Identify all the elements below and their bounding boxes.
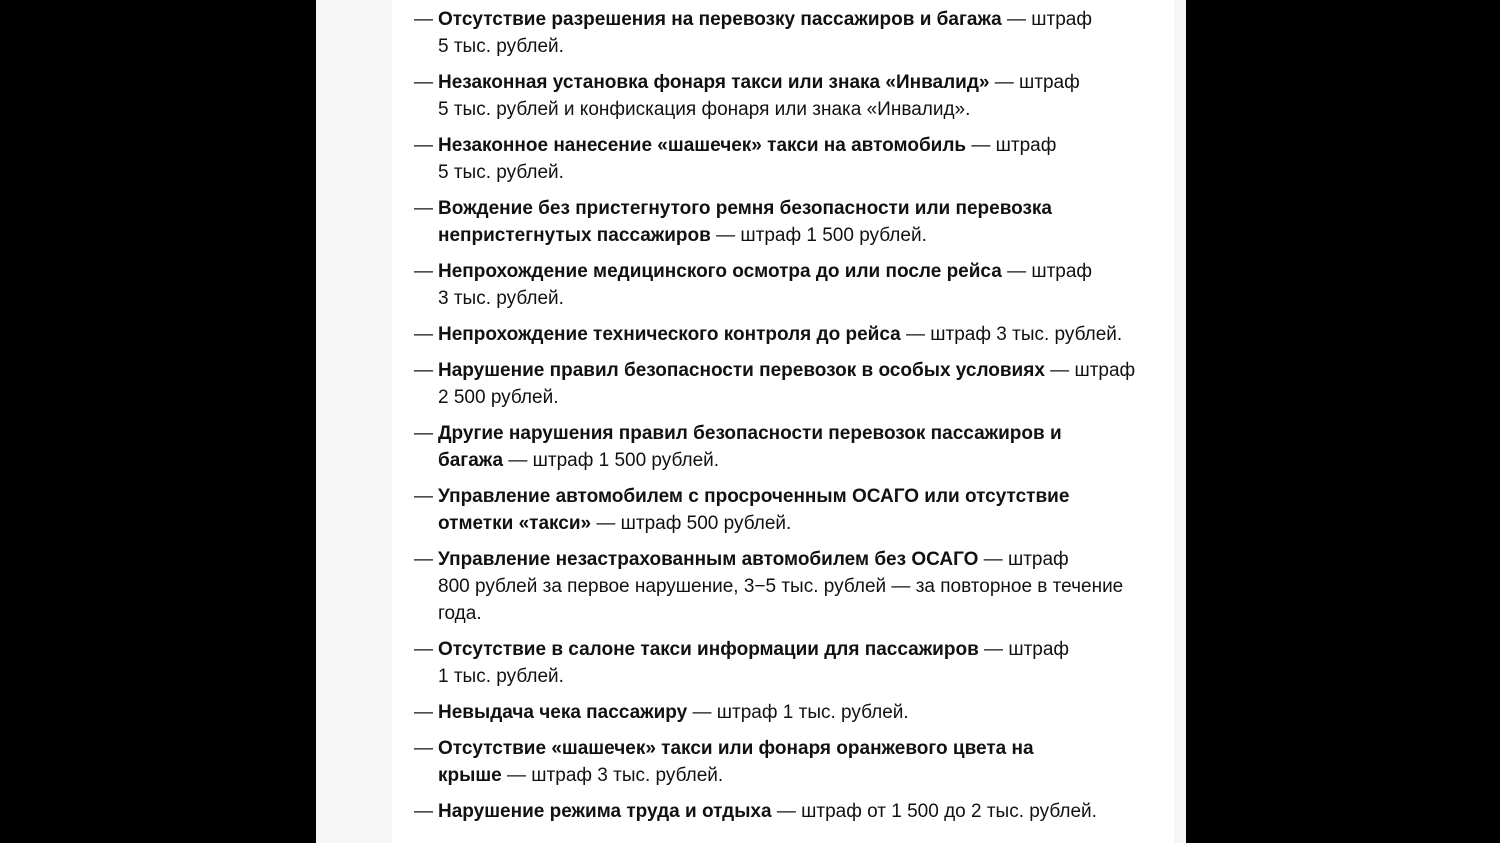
violation-term: Управление незастрахованным автомобилем без ОСАГО <box>438 549 979 570</box>
fine-text: 1 тыс. рублей. <box>438 666 564 687</box>
list-dash: — <box>414 549 433 570</box>
list-dash: — <box>414 360 433 381</box>
fine-text: 5 тыс. рублей и конфискация фонаря или знака «Инвалид». <box>438 99 971 120</box>
list-item <box>392 258 1174 312</box>
list-item <box>392 798 1174 825</box>
fine-text: 2 500 рублей. <box>438 387 559 408</box>
fine-text: — штраф 1 тыс. рублей. <box>687 702 909 723</box>
fine-text: 5 тыс. рублей. <box>438 36 564 57</box>
violation-term-cont: непристегнутых пассажиров <box>438 225 711 246</box>
fine-text: — штраф 3 тыс. рублей. <box>501 765 724 786</box>
fine-text: 3 тыс. рублей. <box>438 288 564 309</box>
list-dash: — <box>414 261 433 282</box>
fine-text: — штраф 500 рублей. <box>591 513 792 534</box>
fine-text: — штраф <box>1001 9 1092 30</box>
fine-text: — штраф <box>1001 261 1093 282</box>
fine-text: — штраф 1 500 рублей. <box>710 225 927 246</box>
violation-term-cont: багажа <box>438 450 504 471</box>
list-dash: — <box>414 324 433 345</box>
list-dash: — <box>414 702 433 723</box>
list-dash: — <box>414 9 433 30</box>
violation-term: Незаконное нанесение «шашечек» такси на автомобиль <box>438 135 967 156</box>
list-item <box>392 69 1174 123</box>
violation-term: Вождение без пристегнутого ремня безопасности или перевозка <box>438 198 1053 219</box>
violation-term: Отсутствие разрешения на перевозку пассажиров и багажа <box>438 9 1002 30</box>
fines-list <box>392 0 1174 825</box>
list-dash: — <box>414 738 433 759</box>
list-item <box>392 636 1174 690</box>
list-item <box>392 357 1174 411</box>
fine-text: — штраф <box>978 549 1069 570</box>
list-item <box>392 735 1174 789</box>
article-column <box>392 0 1174 843</box>
fine-text: — штраф <box>978 639 1070 660</box>
violation-term: Отсутствие в салоне такси информации для пассажиров <box>438 639 979 660</box>
list-dash: — <box>414 198 433 219</box>
list-dash: — <box>414 801 433 822</box>
list-item <box>392 483 1174 537</box>
violation-term: Другие нарушения правил безопасности перевозок пассажиров и <box>438 423 1062 444</box>
violation-term-cont: крыше <box>438 765 502 786</box>
list-dash: — <box>414 486 433 507</box>
violation-term: Непрохождение технического контроля до рейса <box>438 324 901 345</box>
fine-text: года. <box>438 603 482 624</box>
list-item <box>392 321 1174 348</box>
violation-term: Невыдача чека пассажиру <box>438 702 688 723</box>
fine-text: — штраф <box>989 72 1080 93</box>
fine-text: — штраф от 1 500 до 2 тыс. рублей. <box>771 801 1097 822</box>
fine-text: 800 рублей за первое нарушение, 3−5 тыс. рублей — за повторное в течение <box>438 576 1124 597</box>
fine-text: — штраф 1 500 рублей. <box>503 450 720 471</box>
list-dash: — <box>414 72 433 93</box>
list-dash: — <box>414 639 433 660</box>
list-dash: — <box>414 135 433 156</box>
violation-term-cont: отметки «такси» <box>438 513 592 534</box>
list-item <box>392 132 1174 186</box>
violation-term: Нарушение режима труда и отдыха <box>438 801 772 822</box>
list-item <box>392 699 1174 726</box>
list-item <box>392 6 1174 60</box>
fine-text: 5 тыс. рублей. <box>438 162 564 183</box>
list-item <box>392 195 1174 249</box>
violation-term: Нарушение правил безопасности перевозок в особых условиях <box>438 360 1045 381</box>
fine-text: — штраф 3 тыс. рублей. <box>900 324 1123 345</box>
list-item <box>392 420 1174 474</box>
violation-term: Непрохождение медицинского осмотра до или после рейса <box>438 261 1002 282</box>
fine-text: — штраф <box>1044 360 1136 381</box>
list-item <box>392 546 1174 627</box>
article-page <box>316 0 1186 843</box>
violation-term: Отсутствие «шашечек» такси или фонаря оранжевого цвета на <box>438 738 1034 759</box>
list-dash: — <box>414 423 433 444</box>
violation-term: Незаконная установка фонаря такси или знака «Инвалид» <box>438 72 990 93</box>
fine-text: — штраф <box>966 135 1057 156</box>
violation-term: Управление автомобилем с просроченным ОСАГО или отсутствие <box>438 486 1070 507</box>
